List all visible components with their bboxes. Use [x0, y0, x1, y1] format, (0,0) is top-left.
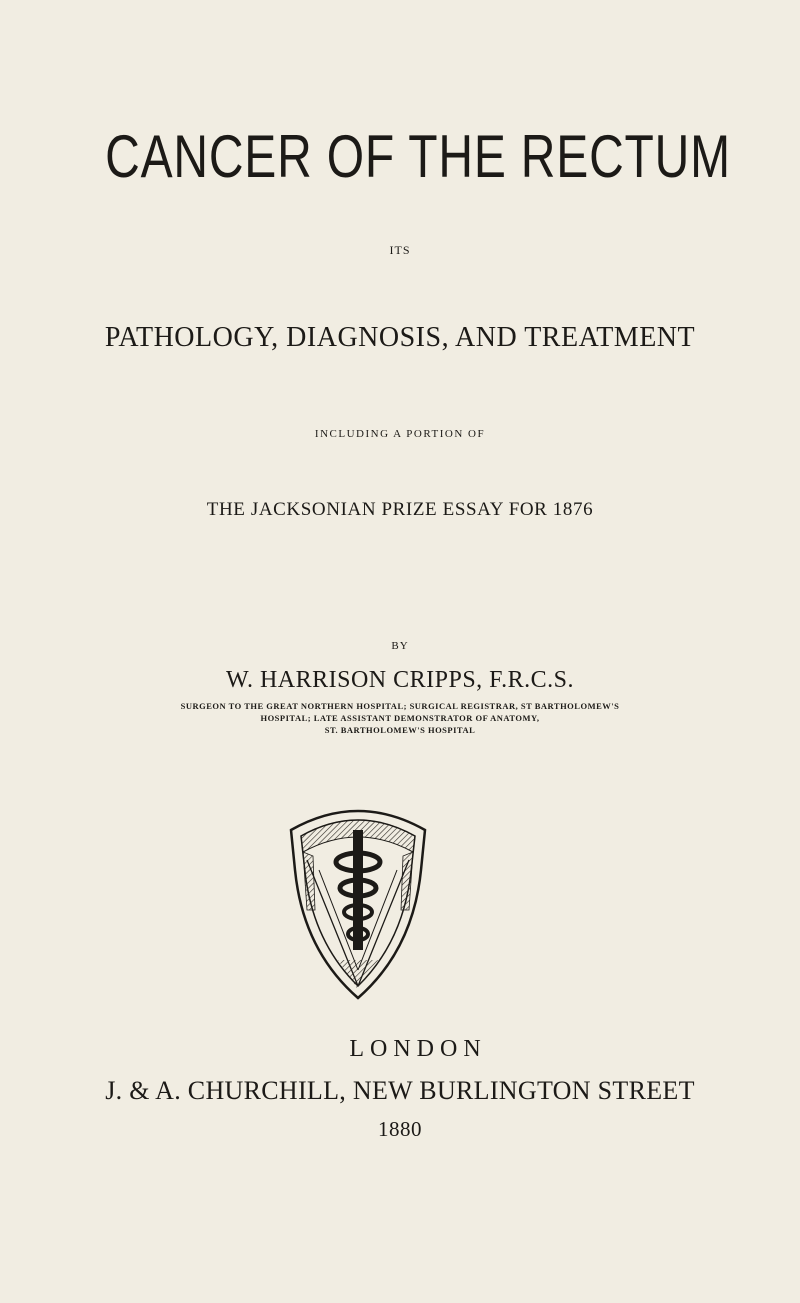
author-credentials-line: SURGEON TO THE GREAT NORTHERN HOSPITAL; SURGICAL REGISTRAR, ST BARTHOLOMEW'S [180, 701, 620, 711]
including-label: INCLUDING A PORTION OF [314, 428, 486, 440]
publisher-name: J. & A. CHURCHILL, NEW BURLINGTON STREET [105, 1076, 695, 1105]
essay-line: THE JACKSONIAN PRIZE ESSAY FOR 1876 [206, 499, 594, 520]
author-name: W. HARRISON CRIPPS, F.R.C.S. [226, 667, 574, 693]
publisher-shield-emblem-icon [283, 800, 433, 1000]
its-label: ITS [389, 243, 411, 257]
publisher-city: LONDON [349, 1036, 487, 1062]
author-credentials-line: ST. BARTHOLOMEW'S HOSPITAL [324, 725, 476, 735]
author-credentials-line: HOSPITAL; LATE ASSISTANT DEMONSTRATOR OF ANATOMY, [260, 713, 540, 723]
publication-year: 1880 [378, 1117, 422, 1141]
book-subtitle: PATHOLOGY, DIAGNOSIS, AND TREATMENT [104, 322, 696, 353]
book-title: CANCER OF THE RECTUM [105, 123, 731, 190]
by-label: BY [391, 640, 409, 652]
